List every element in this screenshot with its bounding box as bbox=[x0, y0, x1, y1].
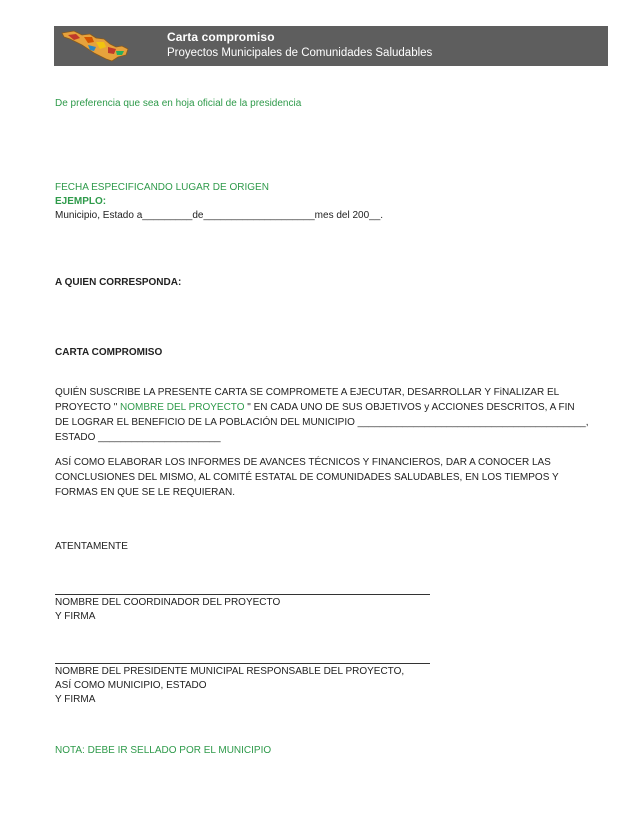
paragraph1-line2-pre: PROYECTO " bbox=[55, 402, 121, 413]
header-title: Carta compromiso bbox=[167, 30, 275, 44]
mexico-map-logo-icon bbox=[60, 29, 132, 63]
greeting: A QUIEN CORRESPONDA: bbox=[55, 277, 182, 288]
fecha-instruction: FECHA ESPECIFICANDO LUGAR DE ORIGEN bbox=[55, 182, 269, 193]
signature1-line1: NOMBRE DEL COORDINADOR DEL PROYECTO bbox=[55, 597, 281, 608]
ejemplo-label: EJEMPLO: bbox=[55, 196, 107, 207]
paragraph2-line1: ASÍ COMO ELABORAR LOS INFORMES DE AVANCES TÉCNICOS Y FINANCIEROS, DAR A CONOCER LAS bbox=[55, 457, 551, 468]
closing: ATENTAMENTE bbox=[55, 541, 128, 552]
signature-line-president bbox=[55, 663, 430, 664]
document-heading: CARTA COMPROMISO bbox=[55, 347, 163, 358]
top-note: De preferencia que sea en hoja oficial de la presidencia bbox=[55, 98, 302, 109]
seal-note: NOTA: DEBE IR SELLADO POR EL MUNICIPIO bbox=[55, 745, 272, 756]
signature2-line2: ASÍ COMO MUNICIPIO, ESTADO bbox=[55, 680, 207, 691]
paragraph2-line3: FORMAS EN QUE SE LE REQUIERAN. bbox=[55, 487, 236, 498]
project-name-placeholder: NOMBRE DEL PROYECTO bbox=[120, 402, 245, 413]
document-header bbox=[54, 26, 608, 66]
paragraph1-line1: QUIÉN SUSCRIBE LA PRESENTE CARTA SE COMPROMETE A EJECUTAR, DESARROLLAR Y FiNALIZAR EL bbox=[55, 387, 560, 398]
signature2-line3: Y FIRMA bbox=[55, 694, 96, 705]
signature1-line2: Y FIRMA bbox=[55, 611, 96, 622]
paragraph1-line2-post: " EN CADA UNO DE SUS OBJETIVOS y ACCIONES DESCRITOS, A FIN bbox=[244, 402, 575, 413]
signature-line-coordinator bbox=[55, 594, 430, 595]
signature2-line1: NOMBRE DEL PRESIDENTE MUNICIPAL RESPONSABLE DEL PROYECTO, bbox=[55, 666, 405, 677]
paragraph1-line2 bbox=[55, 401, 575, 415]
paragraph1-line3: DE LOGRAR EL BENEFICIO DE LA POBLACIÓN DEL MUNICIPIO _________________________________________, bbox=[55, 417, 589, 428]
paragraph1-line4: ESTADO ______________________ bbox=[55, 432, 221, 443]
paragraph2-line2: CONCLUSIONES DEL MISMO, AL COMITÉ ESTATAL DE COMUNIDADES SALUDABLES, EN LOS TIEMPOS Y bbox=[55, 472, 559, 483]
ejemplo-text: Municipio, Estado a_________de____________________mes del 200__. bbox=[55, 210, 384, 221]
header-subtitle: Proyectos Municipales de Comunidades Saludables bbox=[167, 47, 433, 59]
